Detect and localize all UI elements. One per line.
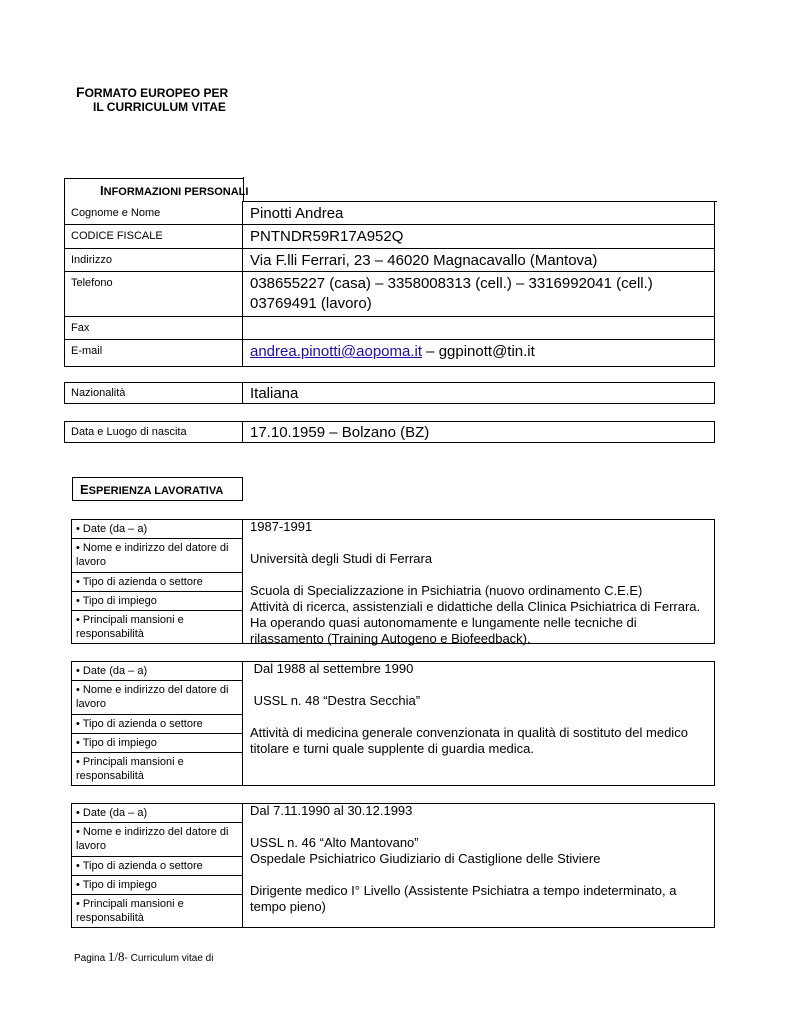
label-employer: • Nome e indirizzo del datore di lavoro bbox=[76, 826, 229, 852]
experience-section-title: ESPERIENZA LAVORATIVA bbox=[80, 482, 224, 497]
label-surname: Cognome e Nome bbox=[71, 207, 161, 219]
nationality-divider bbox=[242, 382, 243, 404]
label-phone: Telefono bbox=[71, 277, 113, 289]
entry2-line: USSL n. 48 “Destra Secchia” bbox=[250, 693, 421, 708]
entry3-line: Dal 7.11.1990 al 30.12.1993 bbox=[250, 803, 413, 818]
value-birth: 17.10.1959 – Bolzano (BZ) bbox=[250, 424, 430, 441]
document-title bbox=[76, 84, 228, 100]
entry1-line: Attività di ricerca, assistenziali e didattiche della Clinica Psichiatrica di Ferrara. bbox=[250, 599, 701, 614]
label-sector: • Tipo di azienda o settore bbox=[76, 718, 203, 730]
title-initial: F bbox=[76, 84, 85, 100]
entry3-text bbox=[250, 803, 710, 915]
entry2-line: Attività di medicina generale convenzionata in qualità di sostituto del medico bbox=[250, 725, 688, 740]
label-email: E-mail bbox=[71, 345, 103, 357]
page-footer bbox=[74, 949, 213, 965]
entry3-line: USSL n. 46 “Alto Mantovano” bbox=[250, 835, 419, 850]
label-line bbox=[71, 591, 243, 592]
value-fiscal-code: PNTNDR59R17A952Q bbox=[250, 228, 404, 245]
row-line bbox=[64, 316, 715, 317]
page-number: 1/8 bbox=[107, 949, 125, 964]
entry1-line bbox=[250, 535, 710, 551]
value-phone-line2: 03769491 (lavoro) bbox=[250, 295, 372, 312]
entry2-line: Dal 1988 al settembre 1990 bbox=[250, 661, 414, 676]
label-line bbox=[71, 875, 243, 876]
label-sector: • Tipo di azienda o settore bbox=[76, 860, 203, 872]
value-phone-line1: 038655227 (casa) – 3358008313 (cell.) – 3316992041 (cell.) bbox=[250, 275, 653, 292]
entry2-line bbox=[250, 709, 710, 725]
value-email bbox=[250, 342, 535, 362]
label-duties: • Principali mansioni e responsabilità bbox=[76, 898, 184, 924]
row-line bbox=[64, 271, 715, 272]
label-line bbox=[71, 856, 243, 857]
nationality-row bbox=[64, 382, 715, 404]
email-secondary: – ggpinott@tin.it bbox=[422, 343, 535, 360]
label-employer: • Nome e indirizzo del datore di lavoro bbox=[76, 684, 229, 710]
email-link[interactable]: andrea.pinotti@aopoma.it bbox=[250, 343, 423, 360]
label-nationality: Nazionalità bbox=[71, 387, 126, 399]
label-fax: Fax bbox=[71, 322, 90, 334]
entry3-line: Ospedale Psichiatrico Giudiziario di Castiglione delle Stiviere bbox=[250, 851, 601, 866]
label-line bbox=[71, 610, 243, 611]
label-duties: • Principali mansioni e responsabilità bbox=[76, 756, 184, 782]
title-rest: ORMATO EUROPEO PER bbox=[84, 86, 229, 100]
label-employer: • Nome e indirizzo del datore di lavoro bbox=[76, 542, 229, 568]
header-row-cover bbox=[243, 177, 717, 202]
entry1-line: 1987-1991 bbox=[250, 519, 313, 534]
document-subtitle bbox=[93, 100, 226, 114]
entry1-text bbox=[250, 519, 710, 647]
entry3-line: Dirigente medico I° Livello (Assistente Psichiatra a tempo indeterminato, a bbox=[250, 883, 677, 898]
label-job-type: • Tipo di impiego bbox=[76, 595, 157, 607]
label-date: • Date (da – a) bbox=[76, 807, 148, 819]
label-line bbox=[71, 680, 243, 681]
label-line bbox=[71, 894, 243, 895]
entry1-line: rilassamento (Training Autogeno e Biofeedback). bbox=[250, 631, 531, 646]
personal-section-title: INFORMAZIONI PERSONALI bbox=[100, 183, 249, 198]
label-line bbox=[71, 572, 243, 573]
row-line bbox=[64, 224, 715, 225]
row-line bbox=[64, 248, 715, 249]
label-sector: • Tipo di azienda o settore bbox=[76, 576, 203, 588]
label-job-type: • Tipo di impiego bbox=[76, 879, 157, 891]
label-line bbox=[71, 714, 243, 715]
footer-prefix: Pagina bbox=[74, 953, 108, 964]
label-fiscal-code: CODICE FISCALE bbox=[71, 230, 163, 242]
entry1-line: Scuola di Specializzazione in Psichiatria (nuovo ordinamento C.E.E) bbox=[250, 583, 643, 598]
entry1-line: Università degli Studi di Ferrara bbox=[250, 551, 433, 566]
label-date: • Date (da – a) bbox=[76, 665, 148, 677]
personal-divider bbox=[242, 201, 243, 367]
entry1-line bbox=[250, 567, 710, 583]
entry2-line bbox=[250, 677, 710, 693]
label-address: Indirizzo bbox=[71, 254, 112, 266]
value-nationality: Italiana bbox=[250, 385, 299, 402]
value-surname: Pinotti Andrea bbox=[250, 205, 344, 222]
label-date: • Date (da – a) bbox=[76, 523, 148, 535]
entry3-line bbox=[250, 819, 710, 835]
entry3-line bbox=[250, 867, 710, 883]
label-birth: Data e Luogo di nascita bbox=[71, 426, 187, 438]
label-line bbox=[71, 733, 243, 734]
entry2-line: titolare e turni quale supplente di guardia medica. bbox=[250, 741, 535, 756]
row-line bbox=[64, 339, 715, 340]
footer-suffix: - Curriculum vitae di bbox=[124, 953, 214, 964]
birth-divider bbox=[242, 421, 243, 443]
label-line bbox=[71, 752, 243, 753]
entry1-line: Ha operando quasi autonomamente e lungamente nelle tecniche di bbox=[250, 615, 637, 630]
entry3-line: tempo pieno) bbox=[250, 899, 326, 914]
label-duties: • Principali mansioni e responsabilità bbox=[76, 614, 184, 640]
entry2-text bbox=[250, 661, 710, 757]
label-line bbox=[71, 822, 243, 823]
value-address: Via F.lli Ferrari, 23 – 46020 Magnacavallo (Mantova) bbox=[250, 252, 598, 269]
subtitle-text: IL CURRICULUM VITAE bbox=[93, 100, 226, 114]
label-line bbox=[71, 538, 243, 539]
label-job-type: • Tipo di impiego bbox=[76, 737, 157, 749]
